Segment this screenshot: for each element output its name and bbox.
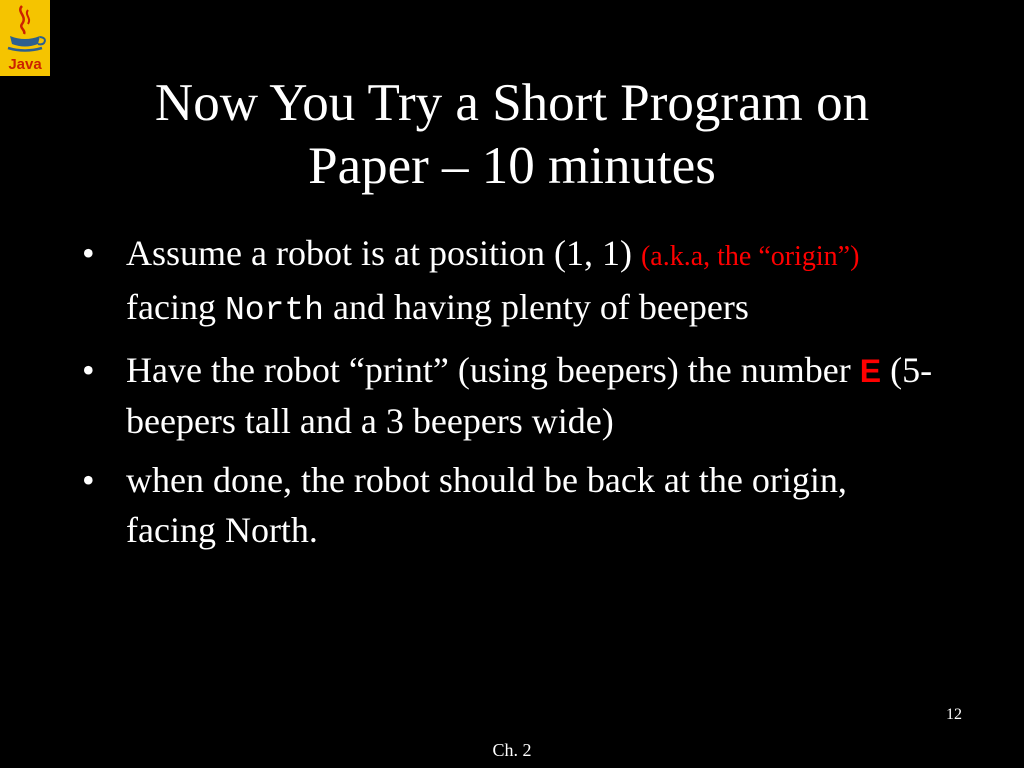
bullet-dot: • bbox=[82, 350, 95, 390]
code-direction: North bbox=[224, 292, 324, 329]
bullet-text: Have the robot “print” (using beepers) the number bbox=[126, 350, 860, 390]
title-line-1: Now You Try a Short Program on bbox=[154, 74, 870, 132]
slide-title bbox=[60, 72, 964, 198]
bullet-item-print-letter bbox=[82, 345, 942, 446]
footer-chapter: Ch. 2 bbox=[492, 740, 532, 760]
origin-note: (a.k.a, the “origin”) bbox=[640, 241, 860, 272]
bullet-text: facing bbox=[126, 287, 225, 327]
bullet-dot: • bbox=[82, 460, 95, 500]
bullet-text: when done, the robot should be back at the origin, facing North. bbox=[126, 460, 847, 550]
letter-e: E bbox=[859, 353, 882, 389]
bullet-text: (5-beepers tall and a 3 beepers wide) bbox=[126, 350, 933, 441]
bullet-item-robot-position bbox=[82, 228, 942, 336]
bullet-text: and having plenty of beepers bbox=[323, 287, 749, 327]
bullet-text: Assume a robot is at position (1, 1) bbox=[126, 233, 641, 273]
java-logo bbox=[0, 0, 50, 76]
java-logo-text: Java bbox=[8, 56, 42, 73]
java-coffee-cup-icon bbox=[0, 0, 50, 76]
bullet-item-return-origin bbox=[82, 455, 942, 555]
bullet-list bbox=[82, 228, 942, 564]
title-line-2: Paper – 10 minutes bbox=[308, 137, 716, 195]
bullet-dot: • bbox=[82, 233, 95, 273]
page-number: 12 bbox=[946, 706, 962, 723]
